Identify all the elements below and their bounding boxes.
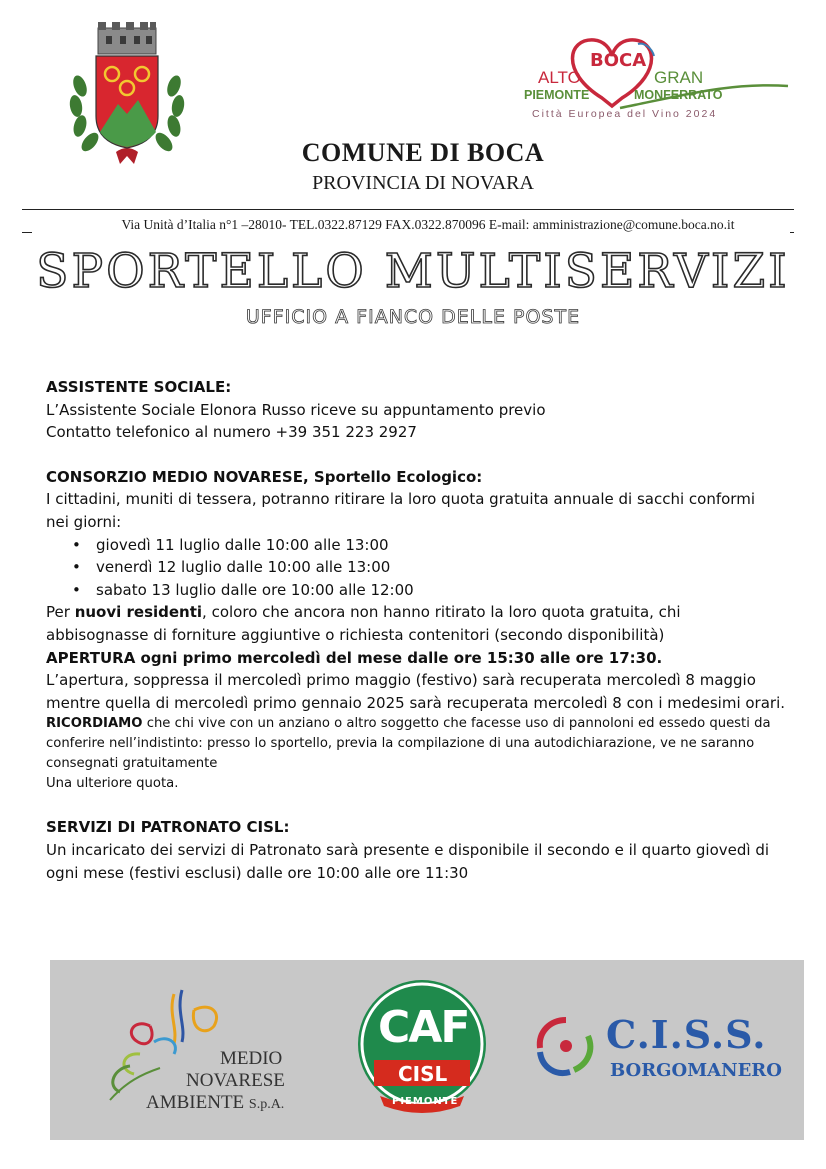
list-item: • giovedì 11 luglio dalle 10:00 alle 13:00 [46, 534, 796, 557]
boca-heart-text: BOCA [590, 50, 647, 71]
consorzio-heading [46, 466, 796, 489]
ciss-main-text: C.I.S.S. [606, 1012, 767, 1057]
reminder-rest: che chi vive con un anziano o altro soggetto che facesse uso di pannoloni ed essedo questi da conferire nell’indistinto: presso lo sportello, previa la compilazione di una autodichiarazione, ve ne saranno consegnati gratuitamente [46, 716, 771, 772]
social-heading: ASSISTENTE SOCIALE: [46, 378, 232, 396]
banner-title: SPORTELLO MULTISERVIZI [36, 244, 790, 299]
mna-line-3-main: AMBIENTE [146, 1092, 245, 1113]
consorzio-residents [46, 601, 706, 646]
consorzio-recovery: L’apertura, soppressa il mercoledì primo maggio (festivo) sarà recuperata mercoledì 8 maggio mentre quella di mercoledì primo gennaio 2025 sarà recuperata mercoledì 8 con i medesimi orari. [46, 671, 786, 712]
page-subtitle: PROVINCIA DI NOVARA [312, 172, 534, 194]
residents-post: , coloro che ancora non hanno ritirato la loro quota gratuita, chi abbisognasse di forniture aggiuntive o richiesta contenitori (secondo disponibilità) [46, 603, 681, 644]
banner-subtitle: UFFICIO A FIANCO DELLE POSTE [245, 306, 581, 328]
caf-cisl-logo [352, 978, 492, 1118]
social-line-2: Contatto telefonico al numero +39 351 223 2927 [46, 423, 417, 442]
patronato-text: Un incaricato dei servizi di Patronato sarà presente e disponibile il secondo e il quarto giovedì di ogni mese (festivi esclusi) dalle ore 10:00 alle ore 11:30 [46, 840, 770, 882]
mna-line-1: MEDIO [220, 1048, 283, 1069]
mna-line-3 [146, 1092, 284, 1114]
medio-novarese-ambiente-logo [90, 982, 300, 1122]
boca-right-bottom: MONFERRATO [634, 88, 723, 102]
caf-ribbon-text: PIEMONTE [392, 1096, 459, 1107]
consorzio-intro: I cittadini, muniti di tessera, potranno ritirare la loro quota gratuita annuale di sacchi conformi nei giorni: [46, 490, 755, 531]
divider-tick-right [790, 232, 794, 233]
social-line-1: L’Assistente Sociale Elonora Russo riceve su appuntamento previo [46, 400, 546, 419]
consorzio-opening: APERTURA ogni primo mercoledì del mese dalle ore 15:30 alle ore 17:30. [46, 648, 663, 667]
consorzio-extra: Una ulteriore quota. [46, 776, 179, 792]
mna-line-2: NOVARESE [186, 1070, 285, 1091]
mna-line-3-suffix: S.p.A. [248, 1097, 285, 1112]
caf-sub-text: CISL [398, 1062, 448, 1086]
residents-pre: Per [46, 603, 75, 622]
list-item: • venerdì 12 luglio dalle 10:00 alle 13:00 [46, 556, 796, 579]
reminder-bold: RICORDIAMO [46, 716, 143, 732]
divider-tick-left [22, 232, 32, 233]
address-line: Via Unità d’Italia n°1 –28010- TEL.0322.87129 FAX.0322.870096 E-mail: amministrazione@comune.boca.no.it [121, 217, 735, 232]
list-item: • sabato 13 luglio dalle ore 10:00 alle 12:00 [46, 579, 796, 602]
patronato-heading: SERVIZI DI PATRONATO CISL: [46, 818, 290, 837]
header-divider [22, 209, 794, 210]
consorzio-heading-bold: CONSORZIO MEDIO NOVARESE, [46, 467, 309, 486]
consorzio-days-list [46, 534, 796, 602]
boca-tagline: Città Europea del Vino 2024 [532, 108, 718, 120]
caf-main-text: CAF [378, 1002, 469, 1053]
consorzio-heading-rest: Sportello Ecologico: [308, 467, 483, 486]
boca-right-top: GRAN [654, 68, 704, 87]
notice-content [46, 376, 796, 884]
ciss-borgomanero-logo [530, 1012, 780, 1092]
consorzio-reminder [46, 714, 788, 774]
boca-left-top: ALTO [538, 68, 581, 87]
ciss-sub-text: BORGOMANERO [610, 1060, 782, 1081]
residents-bold: nuovi residenti [74, 603, 203, 622]
page-title: COMUNE DI BOCA [301, 138, 545, 167]
boca-left-bottom: PIEMONTE [524, 88, 590, 102]
boca-wine-city-logo [520, 26, 800, 126]
